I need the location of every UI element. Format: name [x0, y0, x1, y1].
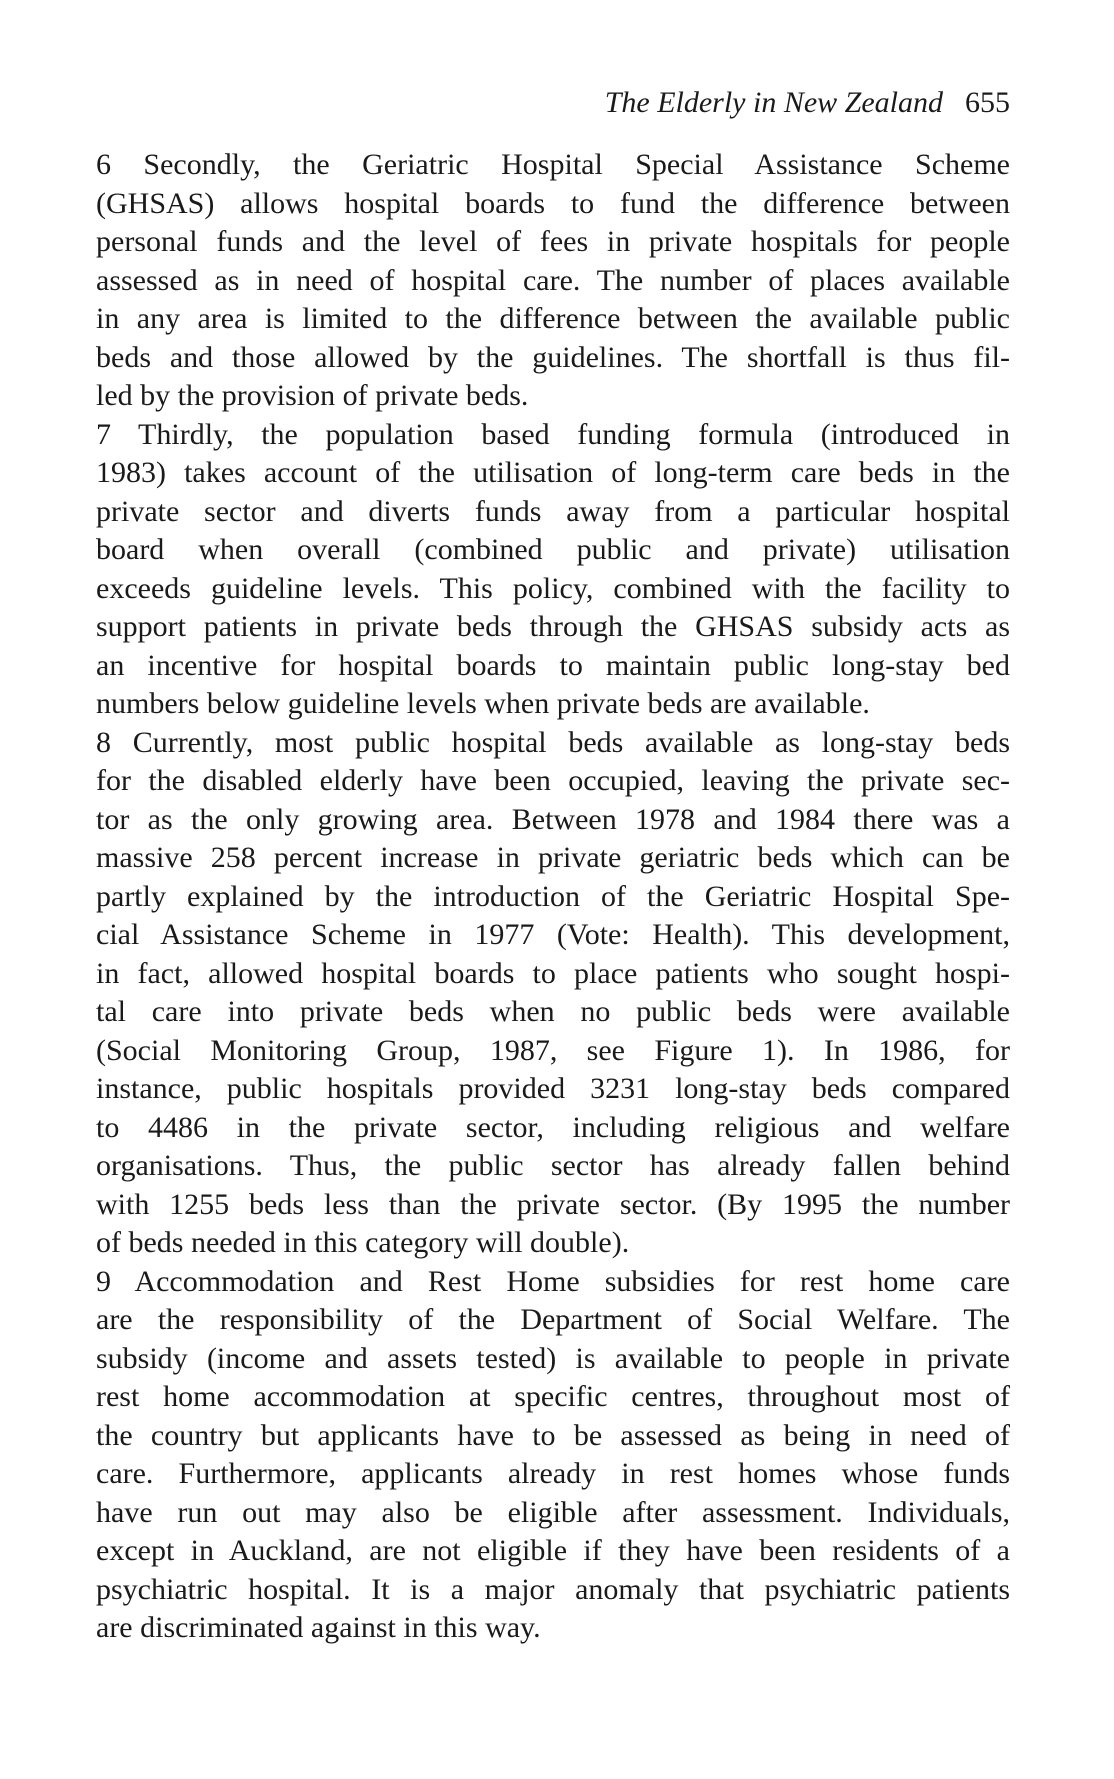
- text-line: tor as the only growing area. Between 1978 and 1984 there was a: [96, 802, 1010, 836]
- text-line: (GHSAS) allows hospital boards to fund the difference between: [96, 186, 1010, 220]
- text-line: organisations. Thus, the public sector has already fallen behind: [96, 1149, 1010, 1182]
- text-line: personal funds and the level of fees in private hospitals for people: [96, 225, 1010, 258]
- paragraph: [96, 1263, 1010, 1648]
- text-line: cial Assistance Scheme in 1977 (Vote: Health). This development,: [96, 918, 1010, 951]
- text-line: led by the provision of private beds.: [96, 379, 529, 412]
- text-line: private sector and diverts funds away from a particular hospital: [96, 494, 1010, 528]
- text-line: numbers below guideline levels when private beds are available.: [96, 687, 870, 720]
- text-line: with 1255 beds less than the private sector. (By 1995 the number: [96, 1187, 1010, 1221]
- text-line: in fact, allowed hospital boards to place patients who sought hospi-: [96, 956, 1010, 990]
- text-line: 7 Thirdly, the population based funding formula (introduced in: [96, 417, 1010, 451]
- text-line: are discriminated against in this way.: [96, 1611, 541, 1644]
- text-line: support patients in private beds through the GHSAS subsidy acts as: [96, 610, 1010, 643]
- text-line: instance, public hospitals provided 3231 long-stay beds compared: [96, 1072, 1010, 1105]
- paragraph: [96, 724, 1010, 1263]
- text-line: 9 Accommodation and Rest Home subsidies for rest home care: [96, 1264, 1010, 1298]
- text-line: 1983) takes account of the utilisation of long-term care beds in the: [96, 456, 1010, 489]
- text-line: assessed as in need of hospital care. The number of places available: [96, 263, 1010, 297]
- text-line: the country but applicants have to be assessed as being in need of: [96, 1418, 1010, 1452]
- text-line: have run out may also be eligible after assessment. Individuals,: [96, 1495, 1010, 1529]
- text-line: massive 258 percent increase in private geriatric beds which can be: [96, 841, 1010, 874]
- page-number: 655: [965, 86, 1010, 119]
- text-line: rest home accommodation at specific centres, throughout most of: [96, 1380, 1010, 1413]
- text-line: 6 Secondly, the Geriatric Hospital Special Assistance Scheme: [96, 148, 1010, 181]
- text-line: except in Auckland, are not eligible if they have been residents of a: [96, 1534, 1010, 1567]
- text-line: beds and those allowed by the guidelines. The shortfall is thus fil-: [96, 340, 1010, 374]
- text-line: partly explained by the introduction of the Geriatric Hospital Spe-: [96, 879, 1010, 913]
- paragraph: [96, 416, 1010, 724]
- text-line: board when overall (combined public and private) utilisation: [96, 533, 1010, 566]
- text-line: in any area is limited to the difference between the available public: [96, 302, 1010, 335]
- body-text: [96, 146, 1010, 1648]
- running-title: The Elderly in New Zealand: [604, 86, 943, 119]
- text-line: psychiatric hospital. It is a major anomaly that psychiatric patients: [96, 1572, 1010, 1606]
- text-line: an incentive for hospital boards to maintain public long-stay bed: [96, 648, 1010, 682]
- text-line: to 4486 in the private sector, including religious and welfare: [96, 1110, 1010, 1144]
- text-line: 8 Currently, most public hospital beds available as long-stay beds: [96, 725, 1010, 759]
- paragraph: [96, 146, 1010, 416]
- text-line: of beds needed in this category will double).: [96, 1226, 630, 1259]
- text-line: (Social Monitoring Group, 1987, see Figure 1). In 1986, for: [96, 1033, 1010, 1067]
- text-line: for the disabled elderly have been occupied, leaving the private sec-: [96, 764, 1010, 797]
- text-line: are the responsibility of the Department of Social Welfare. The: [96, 1303, 1010, 1336]
- text-line: tal care into private beds when no public beds were available: [96, 995, 1010, 1028]
- running-header: [96, 86, 1010, 120]
- text-line: subsidy (income and assets tested) is available to people in private: [96, 1341, 1010, 1375]
- text-line: exceeds guideline levels. This policy, combined with the facility to: [96, 571, 1010, 605]
- text-line: care. Furthermore, applicants already in rest homes whose funds: [96, 1457, 1010, 1490]
